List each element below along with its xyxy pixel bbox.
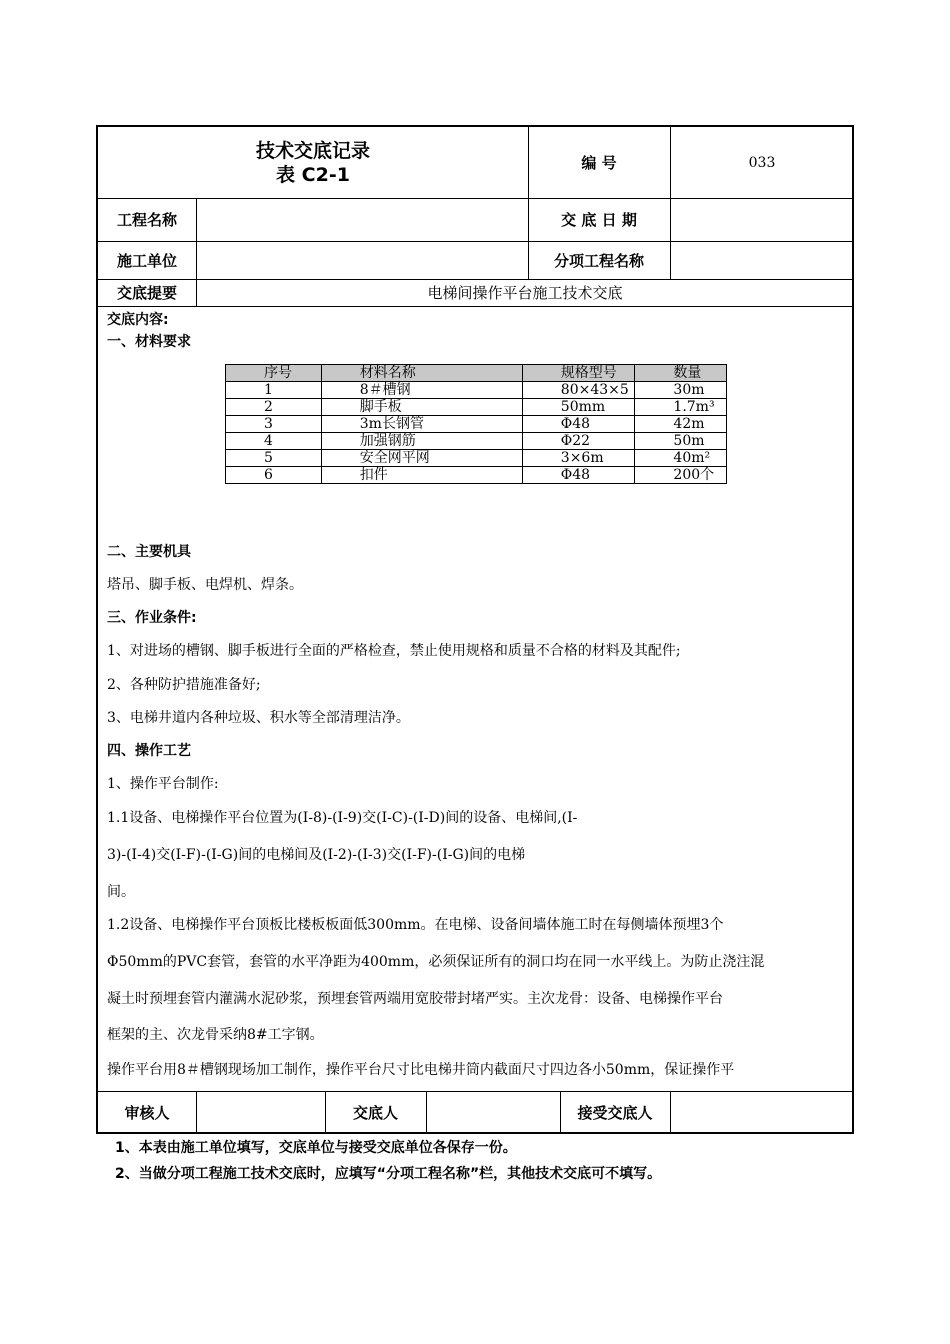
process-step-heading: 1、操作平台制作: xyxy=(107,776,219,792)
sub-project-label: 分项工程名称 xyxy=(553,251,644,270)
table-cell: 50m xyxy=(635,433,727,450)
paragraph-line: 3)-(Ⅰ-4)交(Ⅰ-F)-(Ⅰ-G)间的电梯间及(Ⅰ-2)-(Ⅰ-3)交(Ⅰ-F)-(Ⅰ-G)间的电梯 xyxy=(107,847,526,863)
technical-disclosure-form xyxy=(96,125,854,1134)
materials-table xyxy=(225,364,727,484)
receiver-label: 接受交底人 xyxy=(577,1104,653,1122)
paragraph-line: Φ50mm的PVC套管，套管的水平净距为400mm，必须保证所有的洞口均在同一水平线上。为防止浇注混 xyxy=(107,954,765,970)
presenter-field[interactable] xyxy=(426,1091,560,1134)
table-cell: 40m² xyxy=(635,450,727,467)
table-row xyxy=(226,399,727,416)
table-row xyxy=(226,467,727,484)
table-cell: 3 xyxy=(226,416,322,433)
table-header-row xyxy=(226,365,727,382)
condition-item: 1、对进场的槽钢、脚手板进行全面的严格检查，禁止使用规格和质量不合格的材料及其配件; xyxy=(107,643,681,659)
project-name-field[interactable] xyxy=(196,198,528,241)
paragraph-line: 1.2设备、电梯操作平台顶板比楼板板面低300mm。在电梯、设备间墙体施工时在每侧墙体预埋3个 xyxy=(107,917,724,933)
table-cell: 1.7m³ xyxy=(635,399,727,416)
table-cell: 脚手板 xyxy=(321,399,522,416)
date-field[interactable] xyxy=(670,198,854,241)
section-process-heading: 四、操作工艺 xyxy=(107,743,191,759)
section-tools-heading: 二、主要机具 xyxy=(107,544,191,560)
summary-label: 交底提要 xyxy=(116,284,177,302)
table-cell: 6 xyxy=(226,467,322,484)
reviewer-label: 审核人 xyxy=(124,1104,170,1122)
table-cell: 5 xyxy=(226,450,322,467)
table-header-cell: 规格型号 xyxy=(522,365,635,382)
table-cell: 2 xyxy=(226,399,322,416)
table-cell: Φ22 xyxy=(522,433,635,450)
section-materials-heading: 一、材料要求 xyxy=(107,334,191,350)
table-cell: 4 xyxy=(226,433,322,450)
sub-project-field[interactable] xyxy=(670,241,854,279)
number-value: 033 xyxy=(748,154,776,171)
summary-value: 电梯间操作平台施工技术交底 xyxy=(427,284,623,302)
table-cell: 加强钢筋 xyxy=(321,433,522,450)
form-title-code: 表 C2-1 xyxy=(276,163,350,186)
paragraph-line: 框架的主、次龙骨采纳8#工字钢。 xyxy=(107,1027,324,1043)
table-header-cell: 数量 xyxy=(635,365,727,382)
table-cell: 扣件 xyxy=(321,467,522,484)
table-cell: 80×43×5 xyxy=(522,382,635,399)
table-cell: 3×6m xyxy=(522,450,635,467)
table-cell: 8＃槽钢 xyxy=(321,382,522,399)
paragraph-line: 操作平台用8＃槽钢现场加工制作，操作平台尺寸比电梯井筒内截面尺寸四边各小50mm，保证操作平 xyxy=(107,1062,735,1078)
table-row xyxy=(226,382,727,399)
tools-text: 塔吊、脚手板、电焊机、焊条。 xyxy=(107,577,303,593)
paragraph-line: 1.1设备、电梯操作平台位置为(Ⅰ-8)-(Ⅰ-9)交(Ⅰ-C)-(Ⅰ-D)间的设备、电梯间,(Ⅰ- xyxy=(107,810,578,826)
table-cell: 42m xyxy=(635,416,727,433)
footnote: 1、本表由施工单位填写，交底单位与接受交底单位各保存一份。 xyxy=(115,1140,517,1156)
receiver-field[interactable] xyxy=(670,1091,854,1134)
table-cell: 200个 xyxy=(635,467,727,484)
table-cell: Φ48 xyxy=(522,467,635,484)
paragraph-line: 凝土时预埋套管内灌满水泥砂浆，预埋套管两端用宽胶带封堵严实。主次龙骨：设备、电梯操作平台 xyxy=(107,991,723,1007)
table-cell: 30m xyxy=(635,382,727,399)
table-cell: 1 xyxy=(226,382,322,399)
condition-item: 2、各种防护措施准备好; xyxy=(107,677,261,693)
construction-unit-label: 施工单位 xyxy=(116,251,177,270)
section-conditions-heading: 三、作业条件: xyxy=(107,610,197,626)
reviewer-field[interactable] xyxy=(196,1091,325,1134)
paragraph-line: 间。 xyxy=(107,884,135,900)
table-row xyxy=(226,416,727,433)
date-label: 交 底 日 期 xyxy=(561,211,637,229)
construction-unit-field[interactable] xyxy=(196,241,528,279)
number-label: 编 号 xyxy=(581,154,617,172)
form-title-main: 技术交底记录 xyxy=(255,139,370,162)
form-title xyxy=(98,127,528,198)
table-row xyxy=(226,433,727,450)
table-cell: Φ48 xyxy=(522,416,635,433)
condition-item: 3、电梯井道内各种垃圾、积水等全部清理洁净。 xyxy=(107,710,410,726)
content-heading: 交底内容: xyxy=(107,312,169,328)
row-divider xyxy=(98,306,852,307)
table-row xyxy=(226,450,727,467)
table-header-cell: 材料名称 xyxy=(321,365,522,382)
table-cell: 安全网平网 xyxy=(321,450,522,467)
table-cell: 3m长钢管 xyxy=(321,416,522,433)
footnote: 2、当做分项工程施工技术交底时，应填写“分项工程名称”栏，其他技术交底可不填写。 xyxy=(115,1166,662,1182)
project-name-label: 工程名称 xyxy=(116,211,177,229)
table-header-cell: 序号 xyxy=(226,365,322,382)
presenter-label: 交底人 xyxy=(352,1104,398,1122)
table-cell: 50mm xyxy=(522,399,635,416)
